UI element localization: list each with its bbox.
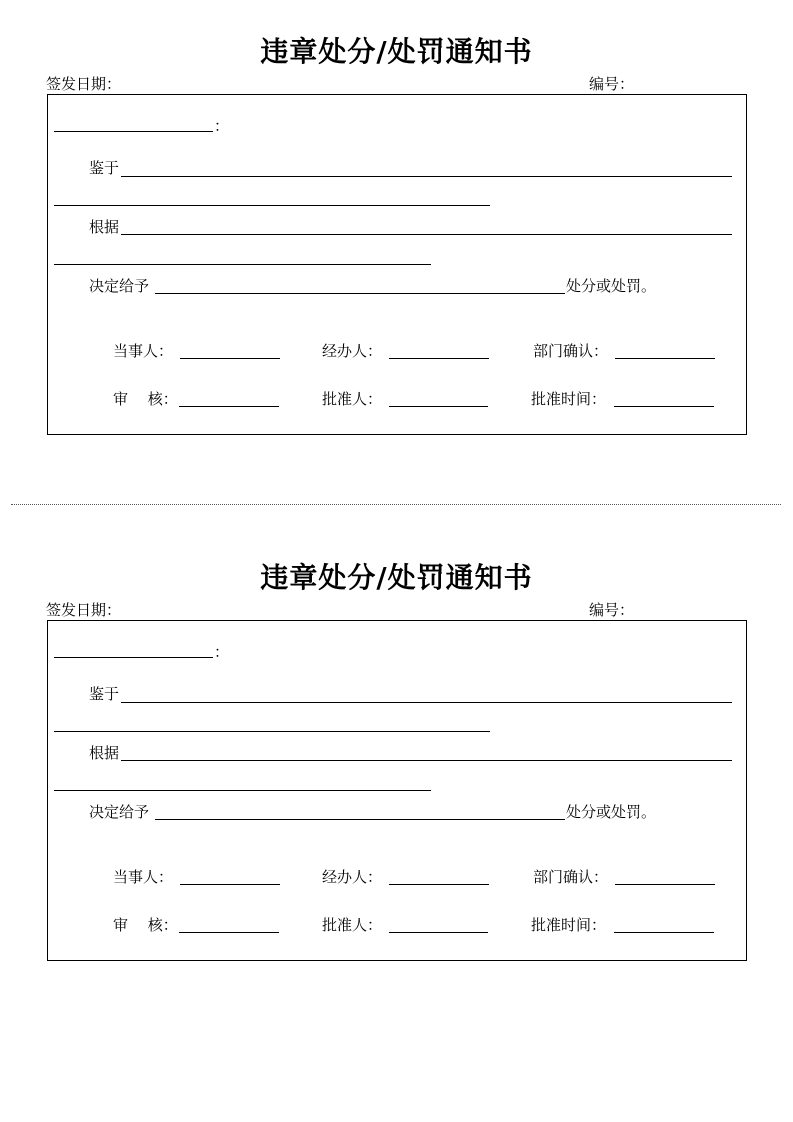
given-label: 鉴于: [89, 159, 120, 177]
review-label: 审 核：: [113, 916, 178, 934]
handler-blank[interactable]: [389, 884, 489, 885]
basis-label: 根据: [89, 218, 120, 236]
party-blank[interactable]: [180, 358, 280, 359]
dept-confirm-label: 部门确认：: [533, 342, 609, 360]
decision-label: 决定给予: [89, 277, 150, 295]
recipient-colon: ：: [214, 643, 230, 661]
given-blank-line-1[interactable]: [121, 176, 732, 177]
review-blank[interactable]: [179, 406, 279, 407]
approval-time-blank[interactable]: [614, 932, 714, 933]
decision-blank[interactable]: [155, 293, 565, 294]
handler-label: 经办人：: [322, 342, 383, 360]
handler-label: 经办人：: [322, 868, 383, 886]
party-blank[interactable]: [180, 884, 280, 885]
basis-blank-line-1[interactable]: [121, 760, 732, 761]
issue-date-label: 签发日期：: [46, 75, 122, 93]
recipient-blank[interactable]: [54, 657, 213, 658]
dept-confirm-blank[interactable]: [615, 884, 715, 885]
decision-blank[interactable]: [155, 819, 565, 820]
notice-form-2: [0, 526, 793, 966]
decision-suffix: 处分或处罚。: [566, 803, 657, 821]
dept-confirm-blank[interactable]: [615, 358, 715, 359]
basis-blank-line-2[interactable]: [54, 790, 431, 791]
basis-label: 根据: [89, 744, 120, 762]
number-label: 编号：: [589, 601, 635, 619]
form-box: [47, 94, 747, 435]
decision-label: 决定给予: [89, 803, 150, 821]
party-label: 当事人：: [113, 868, 174, 886]
given-label: 鉴于: [89, 685, 120, 703]
approval-time-blank[interactable]: [614, 406, 714, 407]
given-blank-line-2[interactable]: [54, 205, 490, 206]
form-title: 违章处分/处罚通知书: [260, 561, 533, 594]
review-label: 审 核：: [113, 390, 178, 408]
approver-blank[interactable]: [389, 932, 488, 933]
approver-label: 批准人：: [322, 390, 383, 408]
number-label: 编号：: [589, 75, 635, 93]
issue-date-label: 签发日期：: [46, 601, 122, 619]
form-title: 违章处分/处罚通知书: [260, 35, 533, 68]
given-blank-line-2[interactable]: [54, 731, 490, 732]
notice-form-1: [0, 0, 793, 440]
approver-blank[interactable]: [389, 406, 488, 407]
recipient-blank[interactable]: [54, 131, 213, 132]
approval-time-label: 批准时间：: [531, 390, 607, 408]
dotted-cut-line: [11, 504, 781, 505]
handler-blank[interactable]: [389, 358, 489, 359]
recipient-colon: ：: [214, 117, 230, 135]
given-blank-line-1[interactable]: [121, 702, 732, 703]
dept-confirm-label: 部门确认：: [533, 868, 609, 886]
review-blank[interactable]: [179, 932, 279, 933]
form-box: [47, 620, 747, 961]
basis-blank-line-2[interactable]: [54, 264, 431, 265]
party-label: 当事人：: [113, 342, 174, 360]
approval-time-label: 批准时间：: [531, 916, 607, 934]
basis-blank-line-1[interactable]: [121, 234, 732, 235]
decision-suffix: 处分或处罚。: [566, 277, 657, 295]
approver-label: 批准人：: [322, 916, 383, 934]
